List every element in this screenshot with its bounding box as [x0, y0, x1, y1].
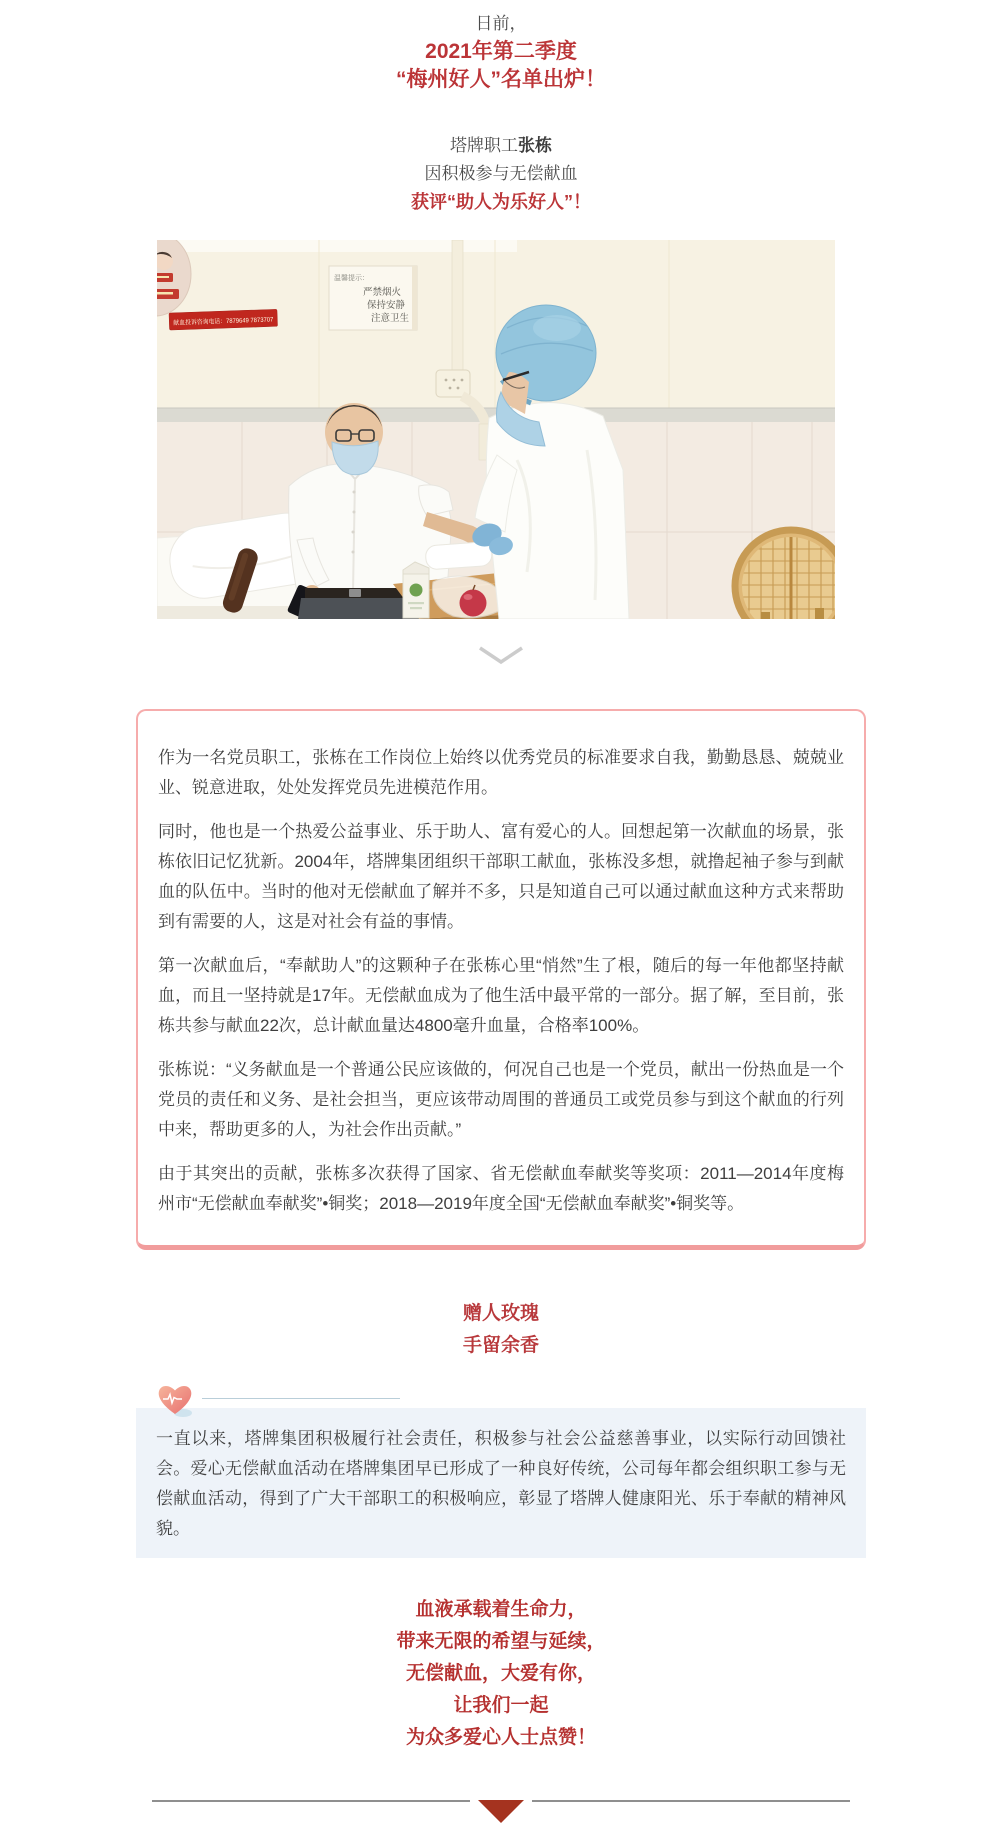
article-paragraph: 张栋说：“义务献血是一个普通公民应该做的，何况自己也是一个党员，献出一份热血是一个党员的责任和义务、是社会担当，更应该带动周围的普通员工或党员参与到这个献血的行列中来，帮助更多的人，为社会作出贡献。” [158, 1060, 844, 1139]
intro-date-line: 日前， [475, 14, 527, 33]
article-paragraph: 第一次献血后，“奉献助人”的这颗种子在张栋心里“悄然”生了根，随后的每一年他都坚持献血，而且一坚持就是17年。无偿献血成为了他生活中最平常的一部分。据了解，至目前，张栋共参与献血22次，总计献血量达4800毫升血量，合格率100%。 [158, 956, 844, 1035]
company-section [136, 1408, 866, 1558]
heart-icon [156, 1382, 194, 1418]
reason-line: 因积极参与无偿献血 [424, 164, 578, 183]
staff-line [0, 132, 1002, 160]
article-paragraph: 作为一名党员职工，张栋在工作岗位上始终以优秀党员的标准要求自我，勤勤恳恳、兢兢业业、锐意进取，处处发挥党员先进模范作用。 [158, 748, 844, 797]
blood-donation-photo [157, 240, 835, 619]
article-box [136, 709, 866, 1250]
divider-line [532, 1800, 850, 1802]
slogan-line: 赠人玫瑰 [462, 1303, 539, 1324]
closing-line: 无偿献血，大爱有你， [405, 1663, 596, 1684]
photo-sign-line: 注意卫生 [371, 314, 410, 324]
photo-milk-carton [403, 562, 429, 618]
slogan-block [0, 1298, 1002, 1362]
photo-sign-line: 保持安静 [367, 301, 406, 311]
headline-list-announcement: “梅州好人”名单出炉！ [396, 68, 606, 91]
photo-phone-banner-text: 献血投诉咨询电话：7879649 7873707 [173, 316, 283, 327]
triangle-down-icon [478, 1800, 524, 1823]
closing-line: 为众多爱心人士点赞！ [405, 1727, 596, 1748]
intro-block [0, 0, 1002, 216]
staff-name: 张栋 [518, 136, 552, 155]
photo-rattan-chair [735, 530, 835, 619]
photo-phone-banner [169, 309, 283, 330]
divider-line [152, 1800, 470, 1802]
photo-sign-title: 温馨提示： [334, 274, 369, 282]
company-box: 一直以来，塔牌集团积极履行社会责任，积极参与社会公益慈善事业，以实际行动回馈社会。爱心无偿献血活动在塔牌集团早已形成了一种良好传统，公司每年都会组织职工参与无偿献血活动，得到了广大干部职工的积极响应，彰显了塔牌人健康阳光、乐于奉献的精神风貌。 [136, 1408, 866, 1558]
closing-line: 血液承载着生命力， [415, 1599, 587, 1620]
headline-quarter: 2021年第二季度 [425, 40, 577, 63]
slogan-line: 手留余香 [462, 1335, 539, 1356]
section-divider [152, 1800, 850, 1824]
chevron-down-icon [478, 645, 524, 665]
photo-paper-sign [329, 266, 417, 330]
closing-line: 让我们一起 [453, 1695, 549, 1716]
closing-line: 带来无限的希望与延续， [396, 1631, 606, 1652]
photo-sign-line: 严禁烟火 [363, 288, 402, 298]
staff-prefix: 塔牌职工 [450, 136, 518, 155]
decorative-line [202, 1398, 400, 1399]
article-paragraph: 同时，他也是一个热爱公益事业、乐于助人、富有爱心的人。回想起第一次献血的场景，张栋依旧记忆犹新。2004年，塔牌集团组织干部职工献血，张栋没多想，就撸起袖子参与到献血的队伍中。当时的他对无偿献血了解并不多，只是知道自己可以通过献血这种方式来帮助到有需要的人，这是对社会有益的事情。 [158, 822, 844, 931]
spacer [0, 94, 1002, 132]
closing-quote [0, 1594, 1002, 1754]
article-paragraph: 由于其突出的贡献，张栋多次获得了国家、省无偿献血奉献奖等奖项：2011—2014年度梅州市“无偿献血奉献奖”•铜奖；2018—2019年度全国“无偿献血奉献奖”•铜奖等。 [158, 1164, 844, 1213]
award-line: 获评“助人为乐好人”！ [411, 192, 591, 212]
